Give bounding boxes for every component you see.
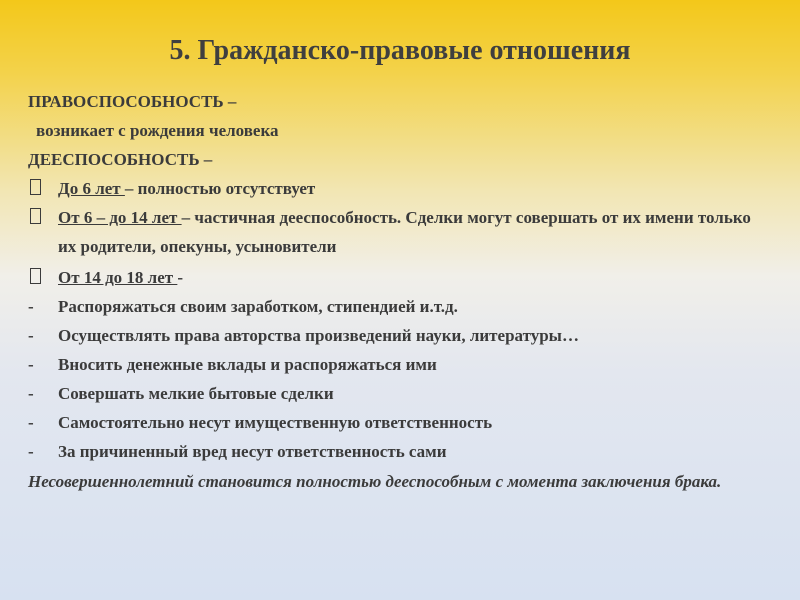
- list-item: [28, 203, 768, 261]
- dash-item: [28, 350, 768, 379]
- dash-bullet: -: [28, 384, 34, 403]
- pravo-text: возникает с рождения человека: [36, 121, 279, 140]
- checkbox-bullet-icon: [28, 174, 58, 203]
- dash-item-text: Вносить денежные вклады и распоряжаться ими: [58, 355, 437, 374]
- list-item: [28, 263, 768, 292]
- dash-item: [28, 379, 768, 408]
- dash-bullet: -: [28, 297, 34, 316]
- checkbox-bullet-icon: [28, 203, 58, 232]
- dash-item: [28, 437, 768, 466]
- dash-item: [28, 321, 768, 350]
- dash-item-text: Распоряжаться своим заработком, стипендией и.т.д.: [58, 297, 458, 316]
- dees-heading: ДЕЕСПОСОБНОСТЬ –: [28, 150, 213, 169]
- dash-item-text: Осуществлять права авторства произведений науки, литературы…: [58, 326, 579, 345]
- dash-item-text: Самостоятельно несут имущественную ответственность: [58, 413, 493, 432]
- dash-bullet: -: [28, 326, 34, 345]
- age-description: – полностью отсутствует: [124, 179, 316, 198]
- dash-item-text: За причиненный вред несут ответственность сами: [58, 442, 447, 461]
- dash-item-text: Совершать мелкие бытовые сделки: [58, 384, 334, 403]
- age-description: – частичная дееспособность. Сделки могут совершать от их имени только их родители, опекуны, усыновители: [58, 208, 751, 256]
- slide-content: [28, 87, 768, 496]
- age-range: От 6 – до 14 лет: [58, 208, 182, 227]
- dash-item: [28, 408, 768, 437]
- dash-bullet: -: [28, 413, 34, 432]
- age-description: -: [177, 268, 184, 287]
- age-range: До 6 лет: [58, 179, 125, 198]
- footer-note: Несовершеннолетний становится полностью дееспособным с момента заключения брака.: [28, 472, 722, 491]
- list-item: [28, 174, 768, 203]
- dash-item: [28, 292, 768, 321]
- slide-title: 5. Гражданско-правовые отношения: [169, 35, 631, 66]
- checkbox-bullet-icon: [28, 263, 58, 292]
- dash-bullet: -: [28, 442, 34, 461]
- dash-bullet: -: [28, 355, 34, 374]
- age-range: От 14 до 18 лет: [58, 268, 178, 287]
- pravo-heading: ПРАВОСПОСОБНОСТЬ –: [28, 92, 237, 111]
